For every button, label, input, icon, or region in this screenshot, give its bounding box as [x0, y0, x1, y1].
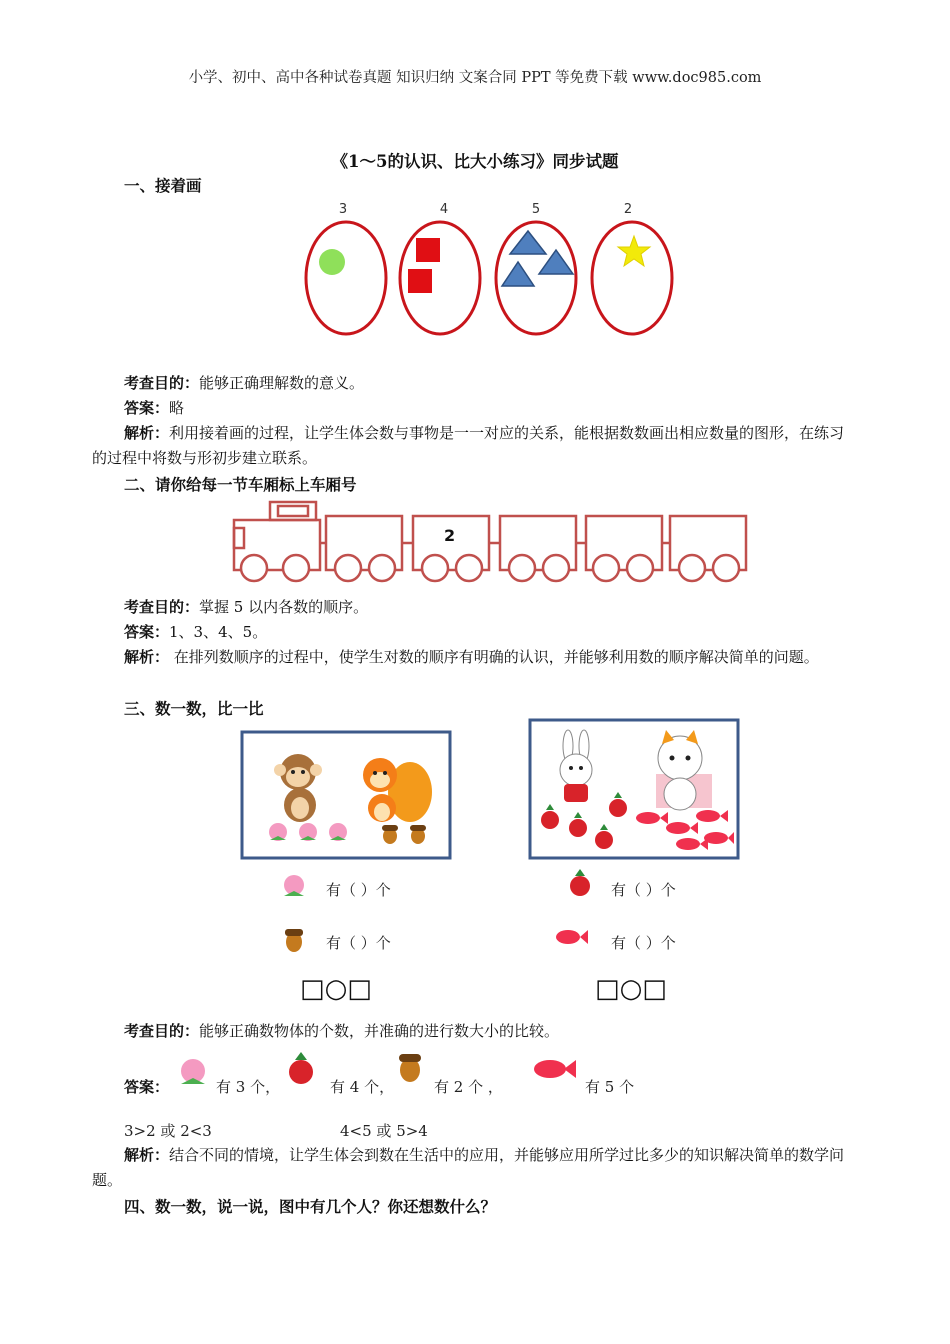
answer-acorn-text: 有 2 个 ， — [434, 1078, 503, 1096]
section-4-heading: 四、数一数，说一说，图中有几个人？你还想数什么？ — [124, 1197, 497, 1216]
green-dot-shape — [319, 249, 345, 275]
s3-answer-label: 答案： — [124, 1078, 170, 1096]
purpose-text: 能够正确数物体的个数，并准确的进行数大小的比较。 — [199, 1022, 560, 1040]
monkey-squirrel-picture — [240, 730, 452, 860]
answer-compare-2: 4<5 或 5>4 — [340, 1122, 428, 1140]
peach-icon — [280, 872, 308, 902]
analysis-label: 解析： — [124, 1146, 170, 1164]
oval-4 — [592, 222, 672, 334]
peach-count-line: 有（ ）个 — [326, 881, 391, 899]
s2-analysis — [92, 645, 852, 670]
answer-radish-text: 有 4 个， — [330, 1078, 395, 1096]
blue-triangle-shape — [502, 262, 534, 286]
answer-radish-icon — [284, 1050, 318, 1086]
answer-peach-text: 有 3 个， — [216, 1078, 281, 1096]
s1-analysis — [92, 421, 852, 471]
section-3-heading: 三、数一数，比一比 — [124, 699, 264, 718]
analysis-label: 解析： — [124, 424, 170, 442]
purpose-text: 掌握 5 以内各数的顺序。 — [199, 598, 369, 616]
blue-triangle-shape — [510, 231, 546, 254]
page-title: 《1～5的认识、比大小练习》同步试题 — [331, 152, 619, 171]
purpose-text: 能够正确理解数的意义。 — [199, 374, 365, 392]
s2-answer-line — [124, 621, 267, 642]
analysis-text: 在排列数顺序的过程中，使学生对数的顺序有明确的认识，并能够利用数的顺序解决简单的问题。 — [169, 648, 819, 666]
answer-acorn-icon — [394, 1048, 426, 1084]
train-drawing — [230, 498, 750, 588]
analysis-text: 结合不同的情境，让学生体会到数在生活中的应用，并能够应用所学过比多少的知识解决简单的数学问题。 — [92, 1146, 845, 1189]
purpose-label: 考查目的： — [124, 1022, 200, 1040]
ovals-drawing — [296, 216, 686, 340]
wheel — [509, 555, 535, 581]
radish-icon — [566, 868, 594, 900]
compare-boxes-right: □○□ — [595, 974, 667, 1004]
wheel — [335, 555, 361, 581]
oval-number-1: 3 — [338, 202, 348, 217]
acorn-icon — [280, 924, 308, 954]
wheel — [422, 555, 448, 581]
s3-purpose-line — [124, 1020, 559, 1041]
compare-boxes-left: □○□ — [300, 974, 372, 1004]
yellow-star-shape — [618, 236, 650, 266]
purpose-label: 考查目的： — [124, 598, 200, 616]
section-2-heading: 二、请你给每一节车厢标上车厢号 — [124, 475, 357, 494]
answer-compare-1: 3>2 或 2<3 — [124, 1122, 212, 1140]
red-square-shape — [416, 238, 440, 262]
oval-number-3: 5 — [531, 202, 541, 217]
answer-fish-text: 有 5 个 — [585, 1078, 635, 1096]
fish-count-line: 有（ ）个 — [611, 934, 676, 952]
oval-1 — [306, 222, 386, 334]
fish-icon — [554, 924, 590, 950]
rabbit-cat-picture — [528, 718, 740, 860]
answer-label: 答案： — [124, 399, 170, 417]
locomotive-front — [234, 528, 244, 548]
car-number-label: 2 — [444, 526, 456, 545]
oval-number-4: 2 — [623, 202, 633, 217]
wheel — [241, 555, 267, 581]
radish-count-line: 有（ ）个 — [611, 881, 676, 899]
s2-purpose-line — [124, 596, 368, 617]
wheel — [369, 555, 395, 581]
wheel — [627, 555, 653, 581]
s1-answer-line — [124, 397, 184, 418]
wheel — [543, 555, 569, 581]
answer-fish-icon — [532, 1052, 578, 1086]
wheel — [283, 555, 309, 581]
wheel — [456, 555, 482, 581]
squirrel-figure — [363, 758, 432, 822]
peach-group — [269, 823, 347, 841]
wheel — [679, 555, 705, 581]
answer-text: 1、3、4、5。 — [169, 623, 268, 641]
answer-peach-icon — [176, 1056, 210, 1090]
wheel — [593, 555, 619, 581]
analysis-label: 解析： — [124, 648, 170, 666]
wheel — [713, 555, 739, 581]
purpose-label: 考查目的： — [124, 374, 200, 392]
acorn-count-line: 有（ ）个 — [326, 934, 391, 952]
s1-purpose-line — [124, 372, 364, 393]
oval-number-2: 4 — [439, 202, 449, 217]
s3-analysis — [92, 1143, 852, 1193]
answer-label: 答案： — [124, 623, 170, 641]
red-square-shape — [408, 269, 432, 293]
locomotive-window — [278, 506, 308, 516]
analysis-text: 利用接着画的过程，让学生体会数与事物是一一对应的关系，能根据数数画出相应数量的图形，在练习的过程中将数与形初步建立联系。 — [92, 424, 845, 467]
page-header: 小学、初中、高中各种试卷真题 知识归纳 文案合同 PPT 等免费下载 www.doc985.com — [188, 70, 762, 86]
section-1-heading: 一、接着画 — [124, 176, 202, 195]
answer-text: 略 — [169, 399, 185, 417]
